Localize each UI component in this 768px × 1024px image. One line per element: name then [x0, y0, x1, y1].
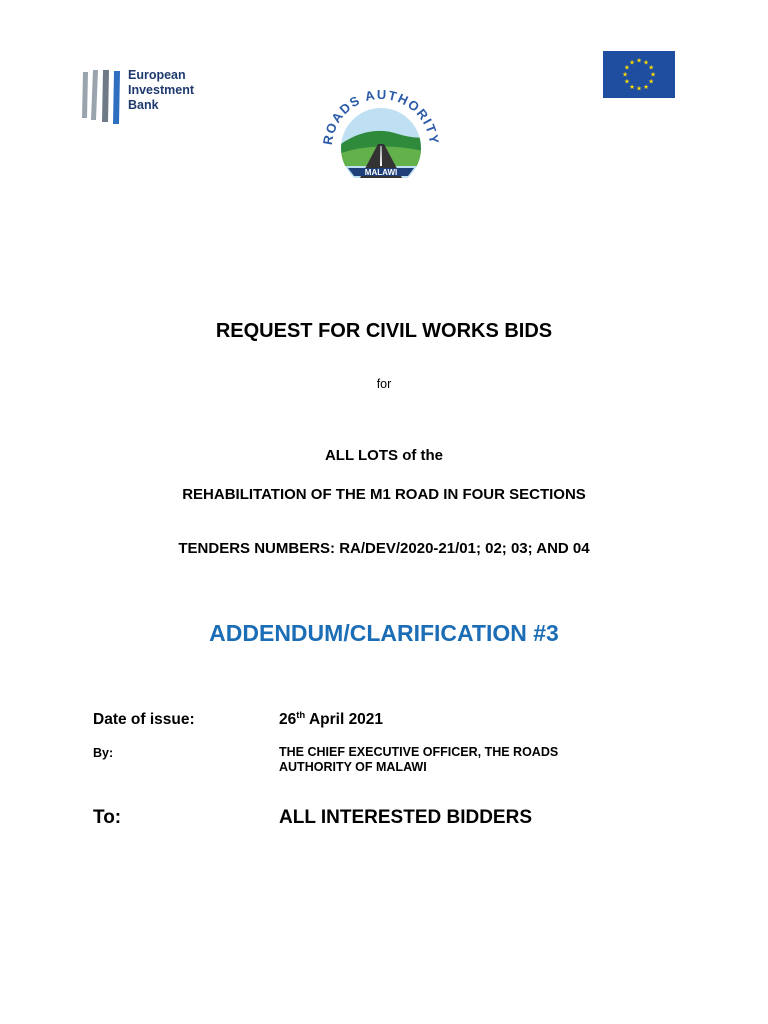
by-value [279, 745, 639, 775]
date-of-issue-value [279, 711, 383, 729]
eu-flag [603, 51, 675, 98]
to-value: ALL INTERESTED BIDDERS [279, 807, 533, 828]
eu-star-icon: ★ [650, 71, 656, 79]
eu-star-icon: ★ [623, 64, 630, 72]
svg-text:ROADS AUTHORITY: ROADS AUTHORITY [319, 86, 443, 146]
eib-bars-icon [82, 70, 122, 124]
roads-authority-logo [318, 86, 444, 178]
tenders-line: TENDERS NUMBERS: RA/DEV/2020-21/01; 02; 03; AND 04 [178, 540, 590, 557]
date-day: 26 [279, 711, 297, 728]
date-suffix: th [296, 710, 306, 721]
for-text: for [376, 377, 392, 391]
eu-star-icon: ★ [629, 59, 635, 67]
date-of-issue-label: Date of issue: [93, 711, 195, 728]
by-line-2: AUTHORITY OF MALAWI [279, 760, 427, 774]
eu-star-icon: ★ [629, 83, 635, 91]
eu-star-icon: ★ [636, 57, 642, 65]
eu-star-icon: ★ [623, 78, 630, 86]
svg-text:MALAWI: MALAWI [364, 168, 398, 177]
eu-star-icon: ★ [622, 71, 628, 79]
date-month-year: April 2021 [305, 711, 384, 728]
eu-star-icon: ★ [636, 85, 642, 93]
eib-wordmark: European Investment Bank [128, 68, 194, 112]
to-label: To: [93, 807, 122, 828]
by-line-1: THE CHIEF EXECUTIVE OFFICER, THE ROADS [279, 745, 559, 759]
addendum-heading: ADDENDUM/CLARIFICATION #3 [209, 620, 559, 646]
roads-authority-emblem-icon [318, 86, 444, 178]
eu-star-icon: ★ [643, 59, 649, 67]
lots-line: ALL LOTS of the [324, 447, 444, 464]
eu-star-icon: ★ [648, 78, 655, 86]
eib-logo [82, 68, 202, 124]
by-label: By: [93, 746, 114, 760]
document-title: REQUEST FOR CIVIL WORKS BIDS [215, 320, 553, 342]
project-line: REHABILITATION OF THE M1 ROAD IN FOUR SECTIONS [182, 486, 586, 503]
eu-star-icon: ★ [648, 64, 655, 72]
eu-star-icon: ★ [643, 83, 649, 91]
eu-flag-icon [603, 51, 675, 98]
